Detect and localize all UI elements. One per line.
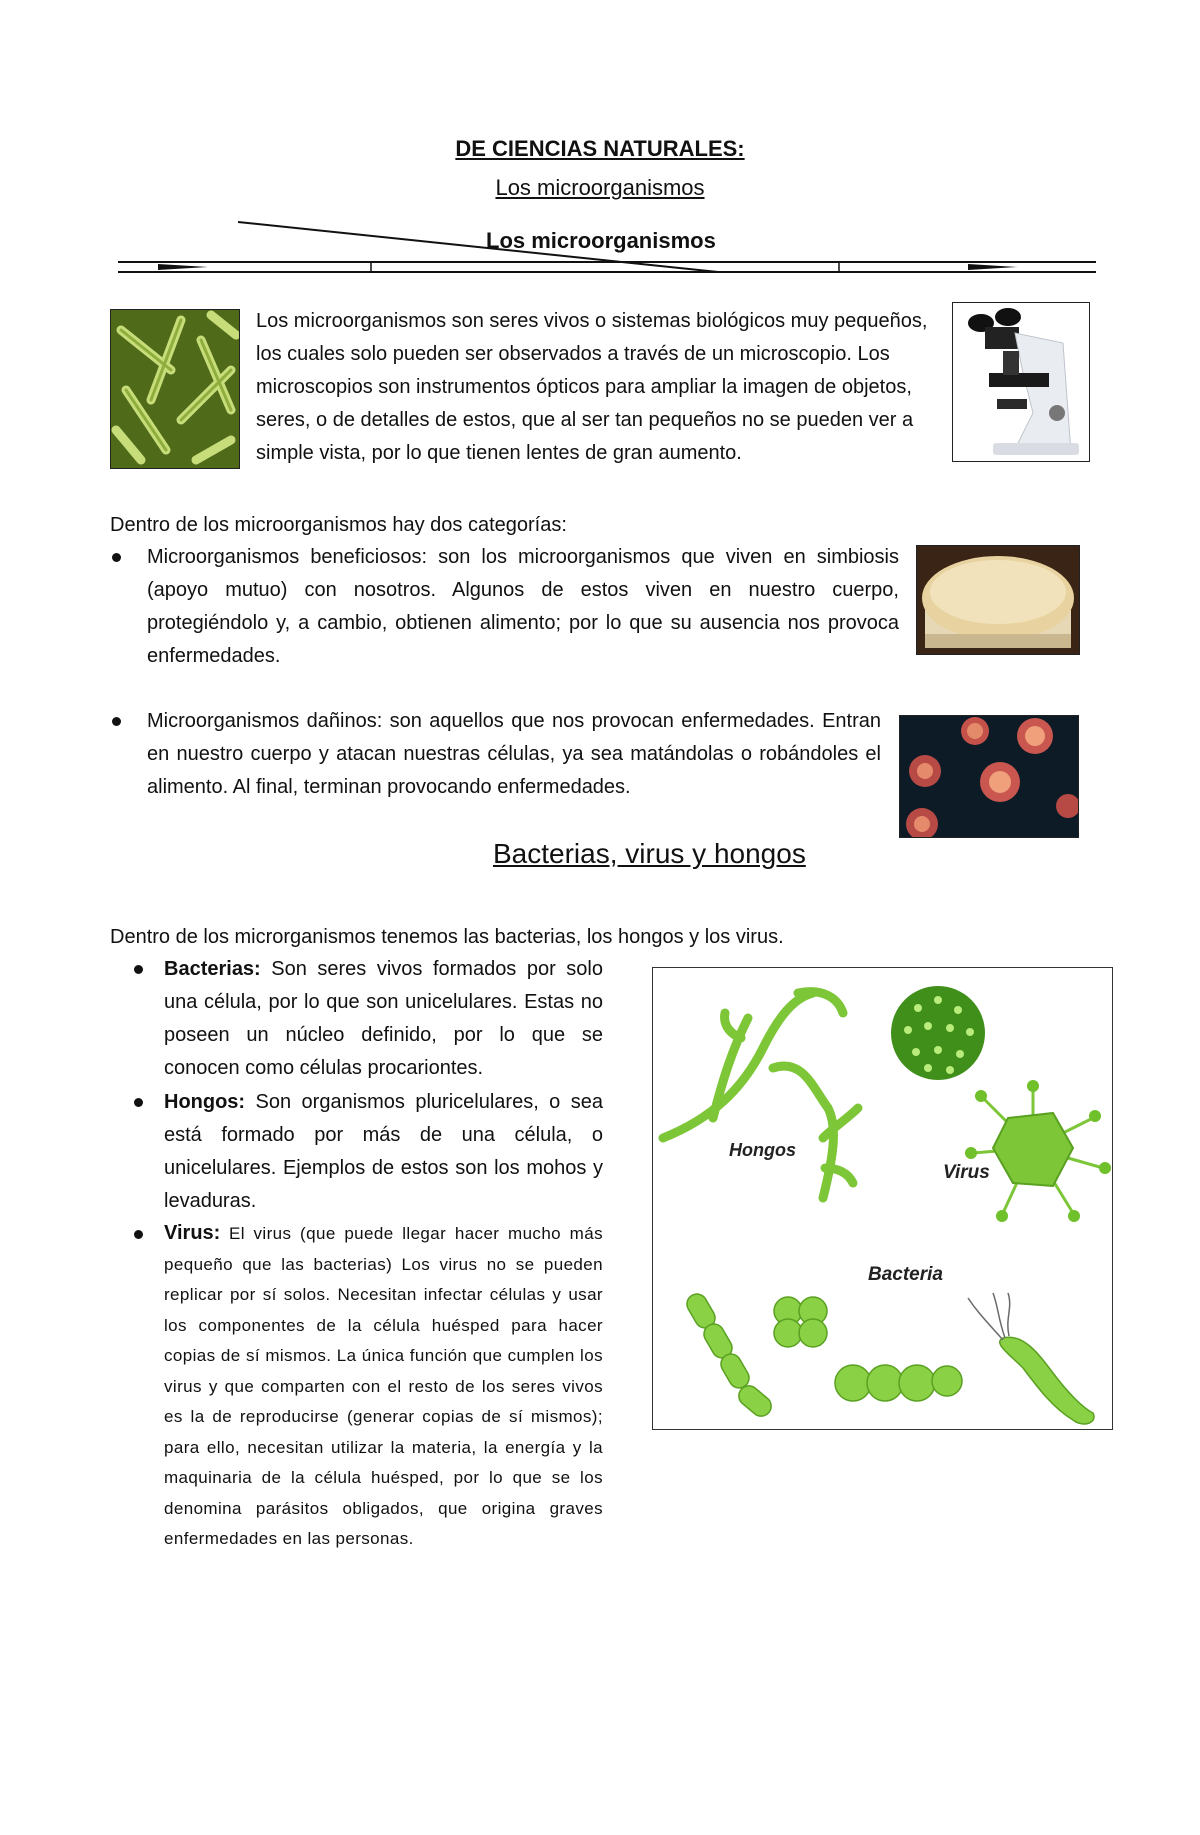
virus-sphere-drawing	[891, 986, 985, 1080]
label-hongos: Hongos	[729, 1140, 796, 1160]
term-hongos: Hongos:	[164, 1091, 246, 1113]
section-lead: Dentro de los microrganismos tenemos las bacterias, los hongos y los virus.	[110, 926, 784, 948]
bacteria-photo	[110, 309, 240, 469]
term-virus: Virus:	[164, 1222, 221, 1244]
banner-title: Los microorganismos	[486, 228, 716, 253]
hongos-drawing	[663, 992, 858, 1198]
term-bacterias: Bacterias:	[164, 958, 261, 980]
section-heading: Bacterias, virus y hongos	[493, 838, 806, 869]
microscope-photo	[952, 302, 1090, 462]
bullet	[112, 717, 121, 726]
intro-paragraph: Los microorganismos son seres vivos o sistemas biológicos muy pequeños, los cuales solo pueden ser observados a través de un microscopio. Los microscopios son instrumentos ópticos para ampliar la imagen de objetos, seres, o de detalles de estos, que al ser tan pequeños no se pueden ver a simple vista, por lo que tienen lentes de gran aumento.	[256, 310, 928, 464]
virus-photo	[899, 715, 1079, 838]
label-virus: Virus	[943, 1162, 990, 1183]
bacteria-drawing	[683, 1290, 1094, 1424]
label-bacteria: Bacteria	[868, 1264, 943, 1285]
bread-photo	[916, 545, 1080, 655]
virus-polyhedron-drawing	[965, 1080, 1111, 1222]
item-bacterias	[164, 953, 603, 1085]
bullet	[134, 965, 143, 974]
text-hongos: Son organismos pluricelulares, o sea está formado por más de una célula, o unicelulares. Ejemplos de estos son los mohos y levaduras.	[164, 1091, 603, 1212]
item-virus	[164, 1218, 603, 1555]
microorganisms-illustration	[652, 967, 1113, 1430]
bullet	[134, 1230, 143, 1239]
page-title: DE CIENCIAS NATURALES:	[455, 136, 745, 161]
bullet	[112, 553, 121, 562]
bullet	[134, 1098, 143, 1107]
page-subtitle: Los microorganismos	[495, 175, 705, 200]
item-hongos	[164, 1086, 603, 1218]
text-virus: El virus (que puede llegar hacer mucho más pequeño que las bacterias) Los virus no se pueden replicar por sí solos. Necesitan infectar células y usar los componentes de la célula huésped para hacer copias de sí mismos. La única función que cumplen los virus y que comparten con el resto de los seres vivos es la de reproducirse (generar copias de sí mismos); para ello, necesitan utilizar la materia, la energía y la maquinaria de la célula huésped, por lo que se los denomina parásitos obligados, que origina graves enfermedades en las personas.	[164, 1224, 603, 1548]
category-harmful: Microorganismos dañinos: son aquellos que nos provocan enfermedades. Entran en nuestro cuerpo y atacan nuestras células, ya sea matándolas o robándoles el alimento. Al final, terminan provocando enfermedades.	[147, 710, 881, 798]
text-bacterias: Son seres vivos formados por solo una célula, por lo que son unicelulares. Estas no poseen un núcleo definido, por lo que se conocen como células procariontes.	[164, 958, 603, 1079]
category-beneficial: Microorganismos beneficiosos: son los microorganismos que viven en simbiosis (apoyo mutuo) con nosotros. Algunos de estos viven en nuestro cuerpo, protegiéndolo y, a cambio, obtienen alimento; por lo que su ausencia nos provoca enfermedades.	[147, 546, 899, 667]
categories-lead: Dentro de los microorganismos hay dos categorías:	[110, 514, 567, 536]
